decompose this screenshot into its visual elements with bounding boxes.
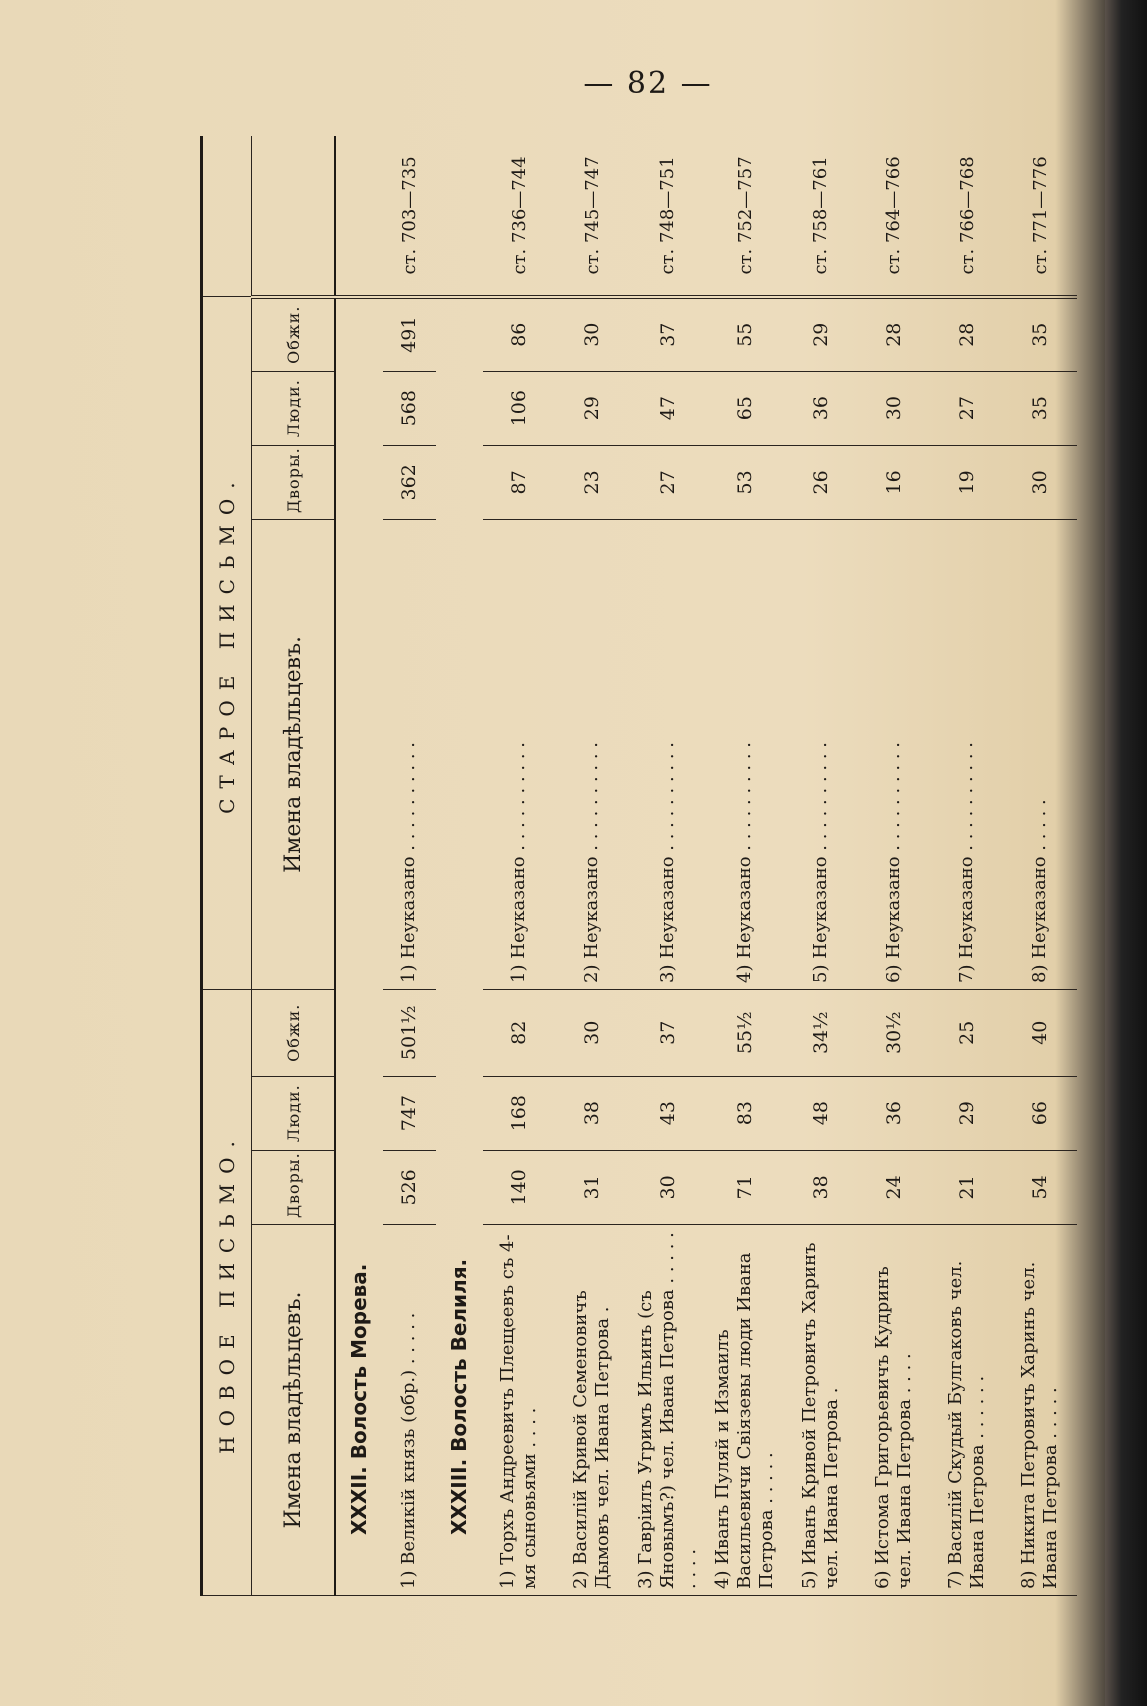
old-owner-name: 1) Неуказано . . . . . . . . . .	[483, 519, 556, 989]
old-people-value: 47	[629, 371, 707, 445]
section-ref-blank	[436, 136, 483, 297]
old-yards-value: 30	[1004, 445, 1077, 519]
old-owner-name: 5) Неуказано . . . . . . . . . .	[784, 519, 857, 989]
old-obzhi-value: 28	[931, 297, 1004, 371]
table-row	[784, 136, 857, 1596]
new-owners-header: Имена владѣльцевъ.	[252, 1224, 336, 1595]
table-row	[931, 136, 1004, 1596]
new-owner-name: 1) Великій князь (обр.) . . . . .	[383, 1224, 436, 1595]
new-people-value: 48	[784, 1076, 857, 1150]
old-yards-value: 19	[931, 445, 1004, 519]
new-people-value: 747	[383, 1076, 436, 1150]
new-obzhi-value: 34½	[784, 989, 857, 1076]
new-owner-name: 5) Иванъ Кривой Петровичъ Хаpинъ чел. Ивана Петрова .	[784, 1224, 857, 1595]
old-owner-name: 2) Неуказано . . . . . . . . . .	[556, 519, 629, 989]
old-people-value: 35	[1004, 371, 1077, 445]
old-yards-value: 23	[556, 445, 629, 519]
old-obzhi-value: 35	[1004, 297, 1077, 371]
old-people-value: 30	[857, 371, 930, 445]
new-yards-value: 21	[931, 1150, 1004, 1224]
new-people-value: 43	[629, 1076, 707, 1150]
new-obzhi-value: 55½	[707, 989, 785, 1076]
new-obzhi-value: 82	[483, 989, 556, 1076]
new-people-value: 66	[1004, 1076, 1077, 1150]
source-reference: ст. 758—761	[784, 136, 857, 297]
new-obzhi-value: 501½	[383, 989, 436, 1076]
old-people-header: Люди.	[252, 371, 336, 445]
rotated-table-wrapper	[200, 136, 1077, 1596]
new-owner-name: 1) Торхъ Андреевичъ Плещеевъ съ 4-мя сыновьями . . . .	[483, 1224, 556, 1595]
old-owner-name: 4) Неуказано . . . . . . . . . .	[707, 519, 785, 989]
census-table	[200, 136, 1077, 1596]
new-people-value: 36	[857, 1076, 930, 1150]
old-yards-value: 87	[483, 445, 556, 519]
old-yards-value: 27	[629, 445, 707, 519]
source-reference: ст. 752—757	[707, 136, 785, 297]
old-owner-name: 6) Неуказано . . . . . . . . . .	[857, 519, 930, 989]
new-people-value: 29	[931, 1076, 1004, 1150]
new-yards-value: 31	[556, 1150, 629, 1224]
new-obzhi-header: Обжи.	[252, 989, 336, 1076]
old-owner-name: 1) Неуказано . . . . . . . . . .	[383, 519, 436, 989]
new-owner-name: 3) Гавріилъ Угримъ Ильинъ (съ Яновымъ?) чел. Ивана Петрова . . . . . . . . .	[629, 1224, 707, 1595]
section-row	[335, 136, 383, 1596]
page-number: — 82 —	[583, 66, 713, 101]
new-obzhi-value: 37	[629, 989, 707, 1076]
new-yards-value: 140	[483, 1150, 556, 1224]
old-yards-value: 53	[707, 445, 785, 519]
new-people-value: 168	[483, 1076, 556, 1150]
new-yards-header: Дворы.	[252, 1150, 336, 1224]
source-reference: ст. 745—747	[556, 136, 629, 297]
table-row	[483, 136, 556, 1596]
table-row	[1004, 136, 1077, 1596]
new-owner-name: 4) Иванъ Пуляй и Измаилъ Васильевичи Свіязевы люди Ивана Петрова . . . . .	[707, 1224, 785, 1595]
new-owner-name: 6) Истома Григорьевичъ Кудринъ чел. Ивана Петрова . . . .	[857, 1224, 930, 1595]
new-yards-value: 24	[857, 1150, 930, 1224]
new-yards-value: 71	[707, 1150, 785, 1224]
old-people-value: 106	[483, 371, 556, 445]
new-yards-value: 54	[1004, 1150, 1077, 1224]
old-obzhi-header: Обжи.	[252, 297, 336, 371]
old-obzhi-value: 55	[707, 297, 785, 371]
new-obzhi-value: 30	[556, 989, 629, 1076]
new-owner-name: 2) Василій Кривой Семеновичъ Дымовъ чел. Ивана Петрова .	[556, 1224, 629, 1595]
old-obzhi-value: 491	[383, 297, 436, 371]
table-body	[335, 136, 1077, 1596]
ref-subheader	[252, 136, 336, 297]
source-reference: ст. 748—751	[629, 136, 707, 297]
new-owner-name: 8) Никита Петровичъ Харинъ чел. Ивана Петрова . . . . .	[1004, 1224, 1077, 1595]
table-row	[629, 136, 707, 1596]
old-yards-value: 26	[784, 445, 857, 519]
source-reference: ст. 766—768	[931, 136, 1004, 297]
old-people-value: 36	[784, 371, 857, 445]
section-title: XXXII. Волость Морева.	[335, 297, 383, 1596]
old-people-value: 568	[383, 371, 436, 445]
new-obzhi-value: 30½	[857, 989, 930, 1076]
old-owners-header: Имена владѣльцевъ.	[252, 519, 336, 989]
section-title: XXXIII. Волость Велиля.	[436, 297, 483, 1596]
ref-header	[202, 136, 252, 297]
table-row	[707, 136, 785, 1596]
new-yards-value: 526	[383, 1150, 436, 1224]
section-row	[436, 136, 483, 1596]
old-people-value: 29	[556, 371, 629, 445]
old-obzhi-value: 29	[784, 297, 857, 371]
new-people-value: 83	[707, 1076, 785, 1150]
old-people-value: 27	[931, 371, 1004, 445]
new-owner-name: 7) Василій Скудый Булгаковъ чел. Ивана Петрова . . . . . .	[931, 1224, 1004, 1595]
table-row	[857, 136, 930, 1596]
new-yards-value: 30	[629, 1150, 707, 1224]
old-obzhi-value: 86	[483, 297, 556, 371]
old-owner-name: 8) Неуказано . . . . .	[1004, 519, 1077, 989]
old-obzhi-value: 37	[629, 297, 707, 371]
source-reference: ст. 736—744	[483, 136, 556, 297]
old-obzhi-value: 28	[857, 297, 930, 371]
new-obzhi-value: 40	[1004, 989, 1077, 1076]
old-owner-name: 3) Неуказано . . . . . . . . . .	[629, 519, 707, 989]
old-yards-header: Дворы.	[252, 445, 336, 519]
source-reference: ст. 771—776	[1004, 136, 1077, 297]
old-obzhi-value: 30	[556, 297, 629, 371]
new-obzhi-value: 25	[931, 989, 1004, 1076]
old-yards-value: 362	[383, 445, 436, 519]
new-people-value: 38	[556, 1076, 629, 1150]
new-letter-header: НОВОЕ ПИСЬМО.	[202, 989, 252, 1595]
new-people-header: Люди.	[252, 1076, 336, 1150]
book-spine	[1105, 0, 1147, 1706]
source-reference: ст. 703—735	[383, 136, 436, 297]
old-yards-value: 16	[857, 445, 930, 519]
old-people-value: 65	[707, 371, 785, 445]
source-reference: ст. 764—766	[857, 136, 930, 297]
section-ref-blank	[335, 136, 383, 297]
old-letter-header: СТАРОЕ ПИСЬМО.	[202, 297, 252, 990]
table-row	[383, 136, 436, 1596]
table-row	[556, 136, 629, 1596]
old-owner-name: 7) Неуказано . . . . . . . . . .	[931, 519, 1004, 989]
new-yards-value: 38	[784, 1150, 857, 1224]
